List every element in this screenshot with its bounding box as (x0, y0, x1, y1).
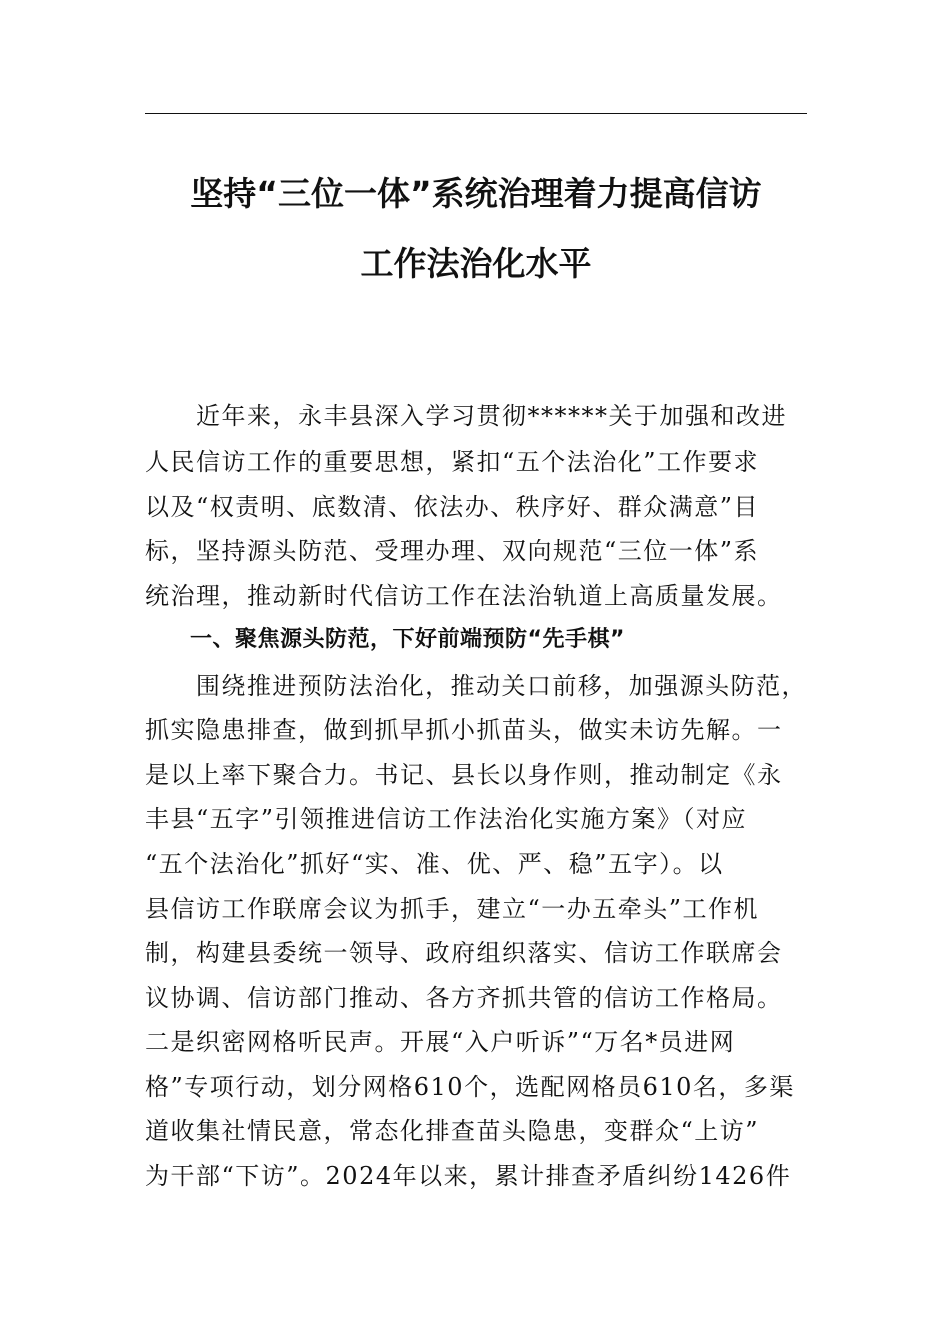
paragraph-line: 以及“权责明、底数清、依法办、秩序好、群众满意”目 (145, 493, 760, 521)
paragraph-line: 为干部“下访”。2024年以来，累计排查矛盾纠纷1426件 (145, 1162, 792, 1190)
section-heading: 一、聚焦源头防范，下好前端预防“先手棋” (145, 627, 625, 652)
paragraph-line: 抓实隐患排查，做到抓早抓小抓苗头，做实未访先解。一 (145, 716, 783, 744)
paragraph-line: 标，坚持源头防范、受理办理、双向规范“三位一体”系 (145, 537, 760, 565)
document-title-line-1: 坚持“三位一体”系统治理着力提高信访 (190, 174, 762, 213)
paragraph-line: 围绕推进预防法治化，推动关口前移，加强源头防范， (145, 672, 807, 700)
paragraph-line: 格”专项行动，划分网格610个，选配网格员610名，多渠 (145, 1073, 795, 1101)
header-rule (145, 113, 807, 114)
paragraph-line: 丰县“五字”引领推进信访工作法治化实施方案》（对应 (145, 805, 748, 833)
document-title-line-2: 工作法治化水平 (360, 244, 592, 283)
paragraph-line: “五个法治化”抓好“实、准、优、严、稳”五字）。以 (145, 850, 724, 878)
paragraph-line: 近年来，永丰县深入学习贯彻******关于加强和改进 (145, 402, 787, 430)
paragraph-line: 二是织密网格听民声。开展“入户听诉”“万名*员进网 (145, 1028, 736, 1056)
paragraph-line: 人民信访工作的重要思想，紧扣“五个法治化”工作要求 (145, 448, 760, 476)
paragraph-line: 是以上率下聚合力。书记、县长以身作则，推动制定《永 (145, 761, 783, 789)
paragraph-line: 县信访工作联席会议为抓手，建立“一办五牵头”工作机 (145, 895, 760, 923)
paragraph-line: 统治理，推动新时代信访工作在法治轨道上高质量发展。 (145, 582, 783, 610)
paragraph-line: 道收集社情民意，常态化排查苗头隐患，变群众“上访” (145, 1117, 760, 1145)
paragraph-line: 议协调、信访部门推动、各方齐抓共管的信访工作格局。 (145, 984, 783, 1012)
paragraph-line: 制，构建县委统一领导、政府组织落实、信访工作联席会 (145, 939, 783, 967)
